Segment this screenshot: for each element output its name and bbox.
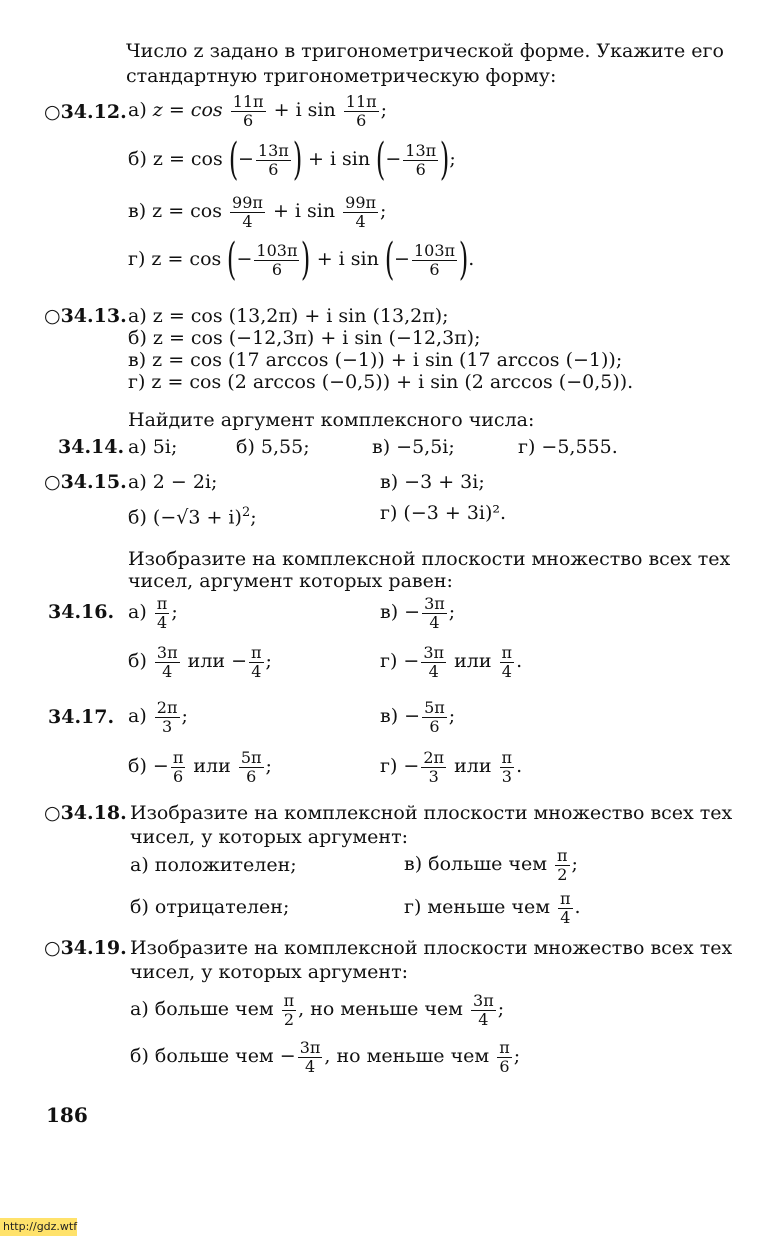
expr-pre: z = cos (152, 99, 223, 121)
item-34-14-a: а) 5i; (128, 436, 178, 458)
item-34-13-v: в) z = cos (17 arccos (−1)) + i sin (17 arccos (−1)); (128, 349, 623, 371)
item-34-16-v: в) − $\frac{3\pi}{4}$ ; (380, 593, 456, 632)
problem-number-34-15: ○34.15. (44, 471, 127, 493)
item-34-14-v: в) −5,5i; (372, 436, 455, 458)
text-34-19-line-1: Изобразите на комплексной плоскости множество всех тех (130, 937, 733, 959)
item-34-16-a: а) $\frac{\pi}{4}$ ; (128, 593, 178, 632)
item-34-14-g: г) −5,555. (518, 436, 618, 458)
item-34-17-a: а) $\frac{2\pi}{3}$ ; (128, 697, 188, 736)
source-link[interactable]: http://gdz.wtf (0, 1218, 77, 1236)
problem-number-34-18: ○34.18. (44, 802, 127, 824)
item-34-18-b: б) отрицателен; (130, 896, 290, 918)
item-34-12-a: а) z = cos $\frac{11\pi}{6}$ + i sin $\frac{11\pi}{6}$ ; (128, 91, 388, 130)
problem-number-34-16: 34.16. (48, 601, 115, 623)
fraction: $\frac{11\pi}{6}$ (232, 91, 264, 130)
intro-2: Найдите аргумент комплексного числа: (128, 409, 535, 431)
text-34-18-line-1: Изобразите на комплексной плоскости множество всех тех (130, 802, 733, 824)
item-34-17-v: в) − $\frac{5\pi}{6}$ ; (380, 697, 456, 736)
text-34-18-line-2: чисел, у которых аргумент: (130, 826, 409, 848)
item-34-15-g: г) (−3 + 3i)². (380, 502, 507, 524)
problem-number-34-13: ○34.13. (44, 305, 127, 327)
expr-mid: + i sin (273, 99, 336, 121)
item-34-19-b: б) больше чем − $\frac{3\pi}{4}$ , но меньше чем $\frac{\pi}{6}$ ; (130, 1037, 521, 1076)
item-34-17-g: г) − $\frac{2\pi}{3}$ или $\frac{\pi}{3}$ . (380, 747, 523, 786)
item-34-18-a: а) положителен; (130, 854, 297, 876)
item-34-12-b: б) z = cos (− $\frac{13\pi}{6}$ ) + i sin (− $\frac{13\pi}{6}$ ); (128, 134, 456, 185)
item-34-12-g: г) z = cos (− $\frac{103\pi}{6}$ ) + i sin (− $\frac{103\pi}{6}$ ). (128, 234, 475, 285)
item-34-13-a: а) z = cos (13,2π) + i sin (13,2π); (128, 305, 449, 327)
item-34-16-b: б) $\frac{3\pi}{4}$ или − $\frac{\pi}{4}$ ; (128, 642, 272, 681)
label: а) (128, 99, 147, 121)
intro-line-1: Число z задано в тригонометрической форме. Укажите его (126, 40, 724, 62)
item-34-15-v: в) −3 + 3i; (380, 471, 485, 493)
item-34-14-b: б) 5,55; (236, 436, 310, 458)
item-34-15-b: б) $(-√3 + i)^2$; (128, 505, 257, 529)
item-34-13-g: г) z = cos (2 arccos (−0,5)) + i sin (2 arccos (−0,5)). (128, 371, 634, 393)
item-34-18-v: в) больше чем $\frac{\pi}{2}$ ; (404, 845, 578, 884)
item-34-15-a: а) 2 − 2i; (128, 471, 218, 493)
item-34-19-a: а) больше чем $\frac{\pi}{2}$ , но меньше чем $\frac{3\pi}{4}$ ; (130, 990, 505, 1029)
item-34-17-b: б) − $\frac{\pi}{6}$ или $\frac{5\pi}{6}$ ; (128, 747, 272, 786)
intro-3-line-2: чисел, аргумент которых равен: (128, 570, 453, 592)
fraction: $\frac{11\pi}{6}$ (345, 91, 377, 130)
problem-number-34-14: 34.14. (58, 436, 125, 458)
intro-line-2: стандартную тригонометрическую форму: (126, 65, 557, 87)
problem-number-34-12: ○34.12. (44, 101, 127, 123)
text-34-19-line-2: чисел, у которых аргумент: (130, 961, 409, 983)
item-34-12-v: в) z = cos $\frac{99\pi}{4}$ + i sin $\frac{99\pi}{4}$ ; (128, 192, 387, 231)
item-34-16-g: г) − $\frac{3\pi}{4}$ или $\frac{\pi}{4}$ . (380, 642, 523, 681)
item-34-13-b: б) z = cos (−12,3π) + i sin (−12,3π); (128, 327, 481, 349)
page-number: 186 (46, 1103, 88, 1127)
intro-3-line-1: Изобразите на комплексной плоскости множество всех тех (128, 548, 731, 570)
problem-number-34-19: ○34.19. (44, 937, 127, 959)
problem-number-34-17: 34.17. (48, 706, 115, 728)
item-34-18-g: г) меньше чем $\frac{\pi}{4}$ . (404, 888, 581, 927)
